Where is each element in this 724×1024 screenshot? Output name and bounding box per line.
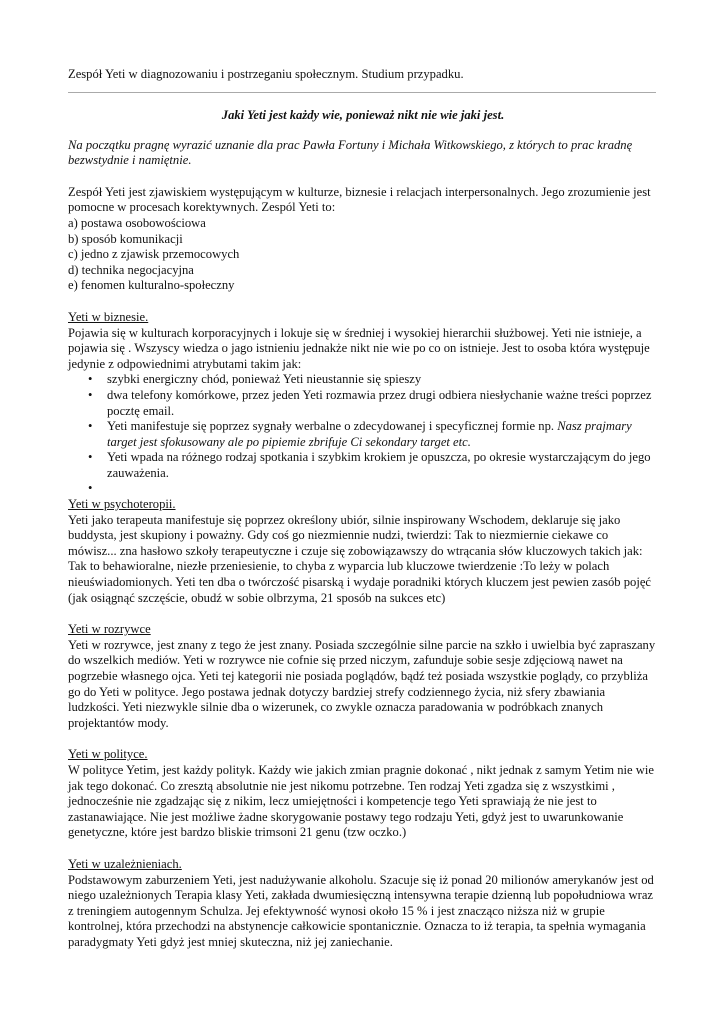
bullet-text-prefix: Yeti manifestuje się poprzez sygnały werbalne o zdecydowanej i specyficznej formie np. bbox=[107, 419, 558, 434]
bullet-marker: • bbox=[88, 450, 93, 465]
bullet-marker: • bbox=[88, 387, 93, 402]
section-text: Yeti jako terapeuta manifestuje się poprzez określony ubiór, silnie inspirowany Wschodem, deklaruje się jako buddysta, jest skupiony i poważny. Gdy coś go niezmiennie nudzi, twierdzi: Tak to niezmiernie ciekawe co mówisz... zna hasłowo szkoły terapeutyczne i czuje się zobowiązawszy do wtrącania słów kluczowych takich jak: Tak to behawioralne, niezłe przeniesienie, to chyba z wyparcia lub kluczowe twierdzenie :To leży w polach nieuświadomionych. Yeti ten dba o twórczość pisarską i wydaje poradniki których kluczem jest pewien zasób pojęć (jak osiągnąć szczęście, obudź w sobie olbrzyma, 21 sposób na sukces etc) bbox=[68, 512, 652, 605]
section-text: Yeti w rozrywce, jest znany z tego że jest znany. Posiada szczególnie silne parcie na szkło i uwielbia być zapraszany do wszelkich mediów. Yeti w rozrywce nie cofnie się przed niczym, zafunduje sobie sesje zdjęciową nawet na pogrzebie własnego ojca. Yeti tej kategorii nie posiada poglądów, bądź też posiada wszystkie poglądy, co przybliża go do Yeti w polityce. Jego postawa jednak dotyczy bardziej strefy codziennego życia, niż sfery zbawiania ludzkości. Yeti niezwykle silnie dba o wizerunek, co zwykle oznacza paradowania w podróbkach znanych projektantów mody. bbox=[68, 637, 656, 730]
bullet-text: Yeti wpada na różnego rodzaj spotkania i szybkim krokiem je opuszcza, po okresie wystarczającym do jego zauważenia. bbox=[107, 450, 651, 480]
section-uzaleznienia bbox=[68, 857, 658, 951]
intro-list-item: d) technika negocjacyjna bbox=[68, 262, 194, 277]
section-rozrywka bbox=[68, 622, 658, 731]
document-title: Jaki Yeti jest każdy wie, ponieważ nikt nie wie jaki jest. bbox=[221, 108, 505, 122]
bullet-text bbox=[107, 419, 658, 450]
intro-list bbox=[68, 216, 658, 294]
bullet-marker: • bbox=[88, 419, 93, 434]
bullet-item bbox=[88, 419, 658, 450]
bullet-item bbox=[88, 450, 658, 481]
document-body bbox=[68, 108, 658, 951]
section-heading: Yeti w psychoteropii. bbox=[68, 497, 176, 512]
section-psychoterapia bbox=[68, 497, 658, 606]
bullet-marker: • bbox=[88, 372, 93, 387]
bullet-text-italic: Nasz prajmary target jest sfokusowany ale po pipiemie zbrifuje Ci sekondary target etc. bbox=[107, 419, 632, 449]
intro-list-item: e) fenomen kulturalno-społeczny bbox=[68, 278, 235, 293]
bullet-item bbox=[88, 387, 658, 419]
section-text: Pojawia się w kulturach korporacyjnych i lokuje się w średniej i wysokiej hierarchii służbowej. Yeti nie istnieje, a pojawia się . Wszyscy wiedza o jago istnieniu jednakże nikt nie wie po co on istnieje. Jest to osoba która występuje jedynie z odpowiednimi atrybutami takim jak: bbox=[68, 325, 650, 371]
section-text: W polityce Yetim, jest każdy polityk. Każdy wie jakich zmian pragnie dokonać , nikt jednak z samym Yetim nie wie jak tego dokonać. Co zresztą absolutnie nie jest nikomu potrzebne. Ten rodzaj Yeti zgadza się z wszystkimi , jednocześnie nie zgadzając się z nikim, lecz umiejętności i kompetencje tego Yeti sprawiają że nie jest to zastanawiające. Nie jest możliwe żadne skorygowanie postawy tego rodzaju Yeti, gdyż jest to uwarunkowanie genetyczne, które jest bardzo bliskie trimsoni 21 genu (tzw oczko.) bbox=[68, 762, 654, 840]
bullet-marker: • bbox=[88, 481, 93, 496]
header-divider bbox=[68, 92, 656, 93]
section-heading: Yeti w polityce. bbox=[68, 747, 148, 762]
bullet-list bbox=[68, 372, 658, 497]
intro-paragraph: Zespół Yeti jest zjawiskiem występującym w kulturze, biznesie i relacjach interpersonalnych. Jego zrozumienie jest pomocne w procesach korektywnych. Zespól Yeti to: bbox=[68, 184, 651, 215]
document-header: Zespół Yeti w diagnozowaniu i postrzeganiu społecznym. Studium przypadku. bbox=[68, 67, 464, 81]
section-heading: Yeti w biznesie. bbox=[68, 309, 149, 324]
bullet-text: dwa telefony komórkowe, przez jeden Yeti rozmawia przez drugi odbiera niesłychanie ważne treści poprzez pocztę email. bbox=[107, 387, 652, 418]
bullet-text bbox=[107, 481, 658, 497]
intro-list-item: b) sposób komunikacji bbox=[68, 231, 183, 246]
bullet-text: szybki energiczny chód, ponieważ Yeti nieustannie się spieszy bbox=[107, 372, 422, 387]
section-polityka bbox=[68, 747, 658, 841]
section-biznes bbox=[68, 310, 658, 497]
section-heading: Yeti w rozrywce bbox=[68, 622, 151, 637]
section-heading: Yeti w uzależnieniach. bbox=[68, 856, 182, 871]
dedication-paragraph: Na początku pragnę wyrazić uznanie dla prac Pawła Fortuny i Michała Witkowskiego, z których to prac kradnę bezwstydnie i namiętnie. bbox=[68, 137, 633, 168]
bullet-item bbox=[88, 372, 658, 388]
bullet-item bbox=[88, 481, 658, 497]
intro-list-item: c) jedno z zjawisk przemocowych bbox=[68, 247, 240, 262]
intro-list-item: a) postawa osobowościowa bbox=[68, 215, 206, 230]
section-text: Podstawowym zaburzeniem Yeti, jest nadużywanie alkoholu. Szacuje się iż ponad 20 milionów amerykanów jest od niego uzależnionych Terapia klasy Yeti, zakłada dwumiesięczną intensywna terapie dzienną lub popołudniowa wraz z treningiem autogennym Schulza. Jej efektywność wynosi około 15 % i jest znacząco niższa niż w grupie kontrolnej, która przechodzi na abstynencje całkowicie spontanicznie. Oznacza to iż terapia, ta spełnia wymagania paradygmaty Yeti gdyż jest mniej skuteczna, niż jej zaniechanie. bbox=[68, 872, 654, 949]
